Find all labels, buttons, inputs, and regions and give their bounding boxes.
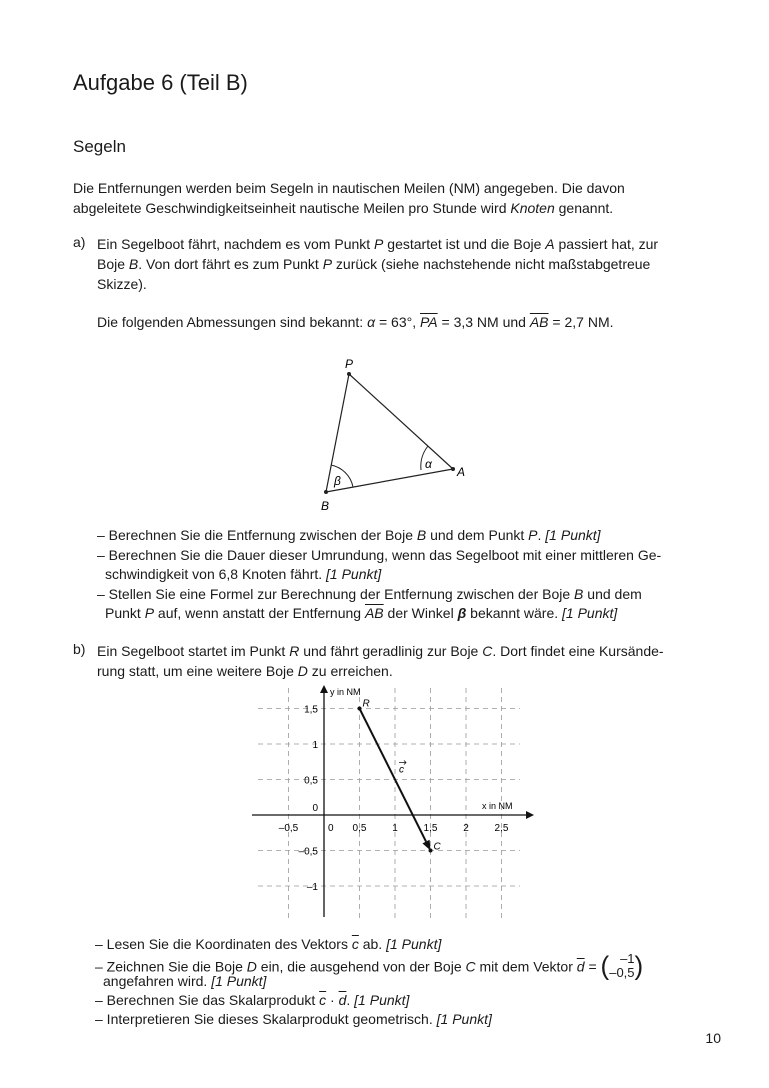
text: und dem Punkt (426, 527, 529, 543)
task-a3-line-2 (97, 604, 661, 624)
text: zu erreichen. (307, 663, 393, 679)
var-p: P (144, 605, 155, 621)
task-b1 (95, 935, 643, 954)
y-tick-label: 1,5 (304, 704, 318, 716)
intro-text-end: genannt. (554, 200, 614, 216)
text: . Von dort fährt es zum Punkt (138, 256, 323, 272)
text: – Berechnen Sie das Skalarprodukt (95, 992, 320, 1008)
label-c: C (433, 841, 441, 853)
y-tick-label: –0,5 (298, 846, 318, 858)
vector-c-label: c (399, 764, 404, 776)
points-label: [1 Punkt] (562, 605, 618, 621)
column-vector-entries (609, 952, 634, 980)
vector-entry-top: –1 (620, 951, 635, 966)
task-a3-line-1 (97, 585, 661, 605)
points-label: [1 Punkt] (545, 527, 601, 543)
text: passiert hat, zur (554, 236, 659, 252)
vector-c: $\overline{c}$ (319, 992, 327, 1008)
var-p: P (374, 236, 384, 252)
page-title: Aufgabe 6 (Teil B) (73, 70, 248, 95)
intro-text: abgeleitete Geschwindigkeitseinheit nautische Meilen pro Stunde wird (73, 200, 511, 216)
points-label: [1 Punkt] (211, 973, 267, 989)
text: – Lesen Sie die Koordinaten des Vektors (95, 936, 352, 952)
y-tick-label: 1 (312, 740, 318, 751)
part-b-text (97, 641, 664, 681)
intro-line-2 (73, 198, 625, 218)
part-a-line-2 (97, 254, 658, 274)
text: = 63°, (375, 314, 420, 330)
points-label: [1 Punkt] (386, 936, 442, 952)
task-a2-line-1: – Berechnen Sie die Dauer dieser Umrundung, wenn das Segelboot mit einer mittleren Ge- (97, 546, 662, 563)
part-b-tasks (95, 935, 643, 1029)
x-tick-labels (279, 823, 509, 834)
text: . Dort findet eine Kursände- (492, 643, 664, 659)
x-tick-label: 0 (328, 823, 334, 834)
side-pa (349, 374, 453, 469)
x-tick-label: 2 (463, 823, 469, 834)
part-a-label: a) (73, 234, 86, 250)
text: – Interpretieren Sie dieses Skalarprodukt geometrisch. (95, 1011, 437, 1027)
var-b: B (128, 256, 139, 272)
part-a-tasks (97, 526, 661, 624)
segment-ab: $\overline{AB}$ (529, 314, 549, 330)
var-c: C (465, 958, 476, 975)
x-tick-label: 1,5 (423, 823, 438, 834)
text: angefahren wird. (103, 973, 212, 989)
beta-symbol: β (457, 605, 467, 621)
part-a-line-3: Skizze). (97, 276, 147, 292)
points-label: [1 Punkt] (354, 992, 410, 1008)
text: = 3,3 NM und (437, 314, 530, 330)
points-label: [1 Punkt] (436, 1011, 492, 1027)
label-r: R (362, 698, 370, 710)
text: ab. (358, 936, 387, 952)
point-r (358, 707, 362, 711)
text: bekannt wäre. (466, 605, 563, 621)
part-a-text (97, 234, 658, 294)
text: · (326, 992, 339, 1008)
text: rung statt, um eine weitere Boje (97, 663, 298, 679)
point-c (429, 849, 433, 853)
var-a: A (545, 236, 555, 252)
x-axis-arrow-icon (526, 811, 534, 819)
var-p: P (322, 256, 333, 272)
vector-c-line (360, 709, 427, 842)
text: Ein Segelboot fährt, nachdem es vom Punkt (97, 236, 375, 252)
y-tick-label: 0 (312, 803, 318, 814)
text: . (346, 992, 355, 1008)
text: – Zeichnen Sie die Boje (95, 958, 247, 975)
task-a1 (97, 526, 661, 546)
label-a: A (457, 465, 466, 479)
part-b-line-1 (97, 641, 664, 661)
var-d: D (297, 663, 308, 679)
text: ein, die ausgehend von der Boje (256, 958, 466, 975)
label-p: P (345, 357, 354, 371)
task-a2-line-2 (97, 565, 661, 585)
y-axis-label: y in NM (330, 687, 361, 697)
vector-c-arrowhead-icon (422, 840, 430, 851)
text: der Winkel (383, 605, 458, 621)
y-tick-labels (299, 705, 319, 894)
var-c: C (482, 643, 493, 659)
triangle-sketch (300, 355, 500, 515)
var-b: B (416, 527, 427, 543)
text: Punkt (105, 605, 145, 621)
task-b4 (95, 1010, 643, 1029)
text: und dem (583, 585, 642, 602)
var-p: P (528, 527, 538, 543)
x-tick-label: 2,5 (494, 823, 509, 834)
part-b-label: b) (73, 641, 86, 657)
part-a-dimensions (97, 312, 614, 332)
label-alpha: α (425, 457, 432, 471)
vector-d: $\overline{d}$ (338, 992, 347, 1008)
alpha-symbol: α (367, 314, 376, 330)
text: Die folgenden Abmessungen sind bekannt: (97, 314, 368, 330)
text: und fährt geradlinig zur Boje (299, 643, 483, 659)
point-p (347, 372, 351, 376)
y-tick-label: –1 (306, 882, 318, 893)
section-title: Segeln (73, 137, 126, 156)
intro-emphasis: Knoten (510, 200, 555, 216)
text: = 2,7 NM. (548, 314, 614, 330)
text: gestartet ist und die Boje (383, 236, 546, 252)
paren-open: ( (600, 950, 610, 981)
vector-d: $\overline{d}$ (576, 958, 585, 975)
text: Ein Segelboot startet im Punkt (97, 643, 290, 659)
part-b-line-2 (97, 661, 664, 681)
x-tick-label: 0,5 (352, 823, 367, 834)
text: – Berechnen Sie die Entfernung zwischen der Boje (97, 527, 417, 543)
paren-close: ) (634, 950, 644, 981)
text: auf, wenn anstatt der Entfernung (154, 605, 365, 621)
point-a (451, 467, 455, 471)
page-number: 10 (705, 1030, 721, 1046)
text: zurück (siehe nachstehende nicht maßstabgetreue (332, 256, 651, 272)
text: . (537, 527, 546, 543)
label-beta: β (334, 474, 341, 488)
x-tick-label: –0,5 (278, 823, 299, 834)
coordinate-graph (250, 680, 540, 925)
intro-paragraph (73, 178, 625, 218)
text: Boje (97, 256, 129, 272)
var-b: B (574, 585, 584, 602)
text: = (584, 958, 601, 975)
part-a-line-1 (97, 234, 658, 254)
intro-line-1: Die Entfernungen werden beim Segeln in nautischen Meilen (NM) angegeben. Die davon (73, 180, 625, 196)
task-b3 (95, 991, 643, 1010)
y-axis-arrow-icon (320, 685, 328, 693)
x-tick-label: 1 (392, 823, 398, 834)
column-vector (601, 952, 644, 980)
y-tick-label: 0,5 (304, 775, 318, 787)
text: mit dem Vektor (475, 958, 577, 975)
var-d: D (246, 958, 257, 975)
label-b: B (321, 499, 330, 513)
segment-pa: $\overline{PA}$ (419, 314, 438, 330)
segment-ab: $\overline{AB}$ (364, 605, 384, 621)
vector-entry-bottom: –0,5 (609, 965, 635, 980)
text: – Stellen Sie eine Formel zur Berechnung der Entfernung zwischen der Boje (97, 585, 575, 602)
x-axis-label: x in NM (482, 801, 513, 811)
grid-lines (258, 688, 520, 920)
text: schwindigkeit von 6,8 Knoten fährt. (105, 566, 327, 582)
var-r: R (289, 643, 300, 659)
vector-c: $\overline{c}$ (351, 936, 359, 952)
point-b (324, 490, 328, 494)
points-label: [1 Punkt] (326, 566, 382, 582)
